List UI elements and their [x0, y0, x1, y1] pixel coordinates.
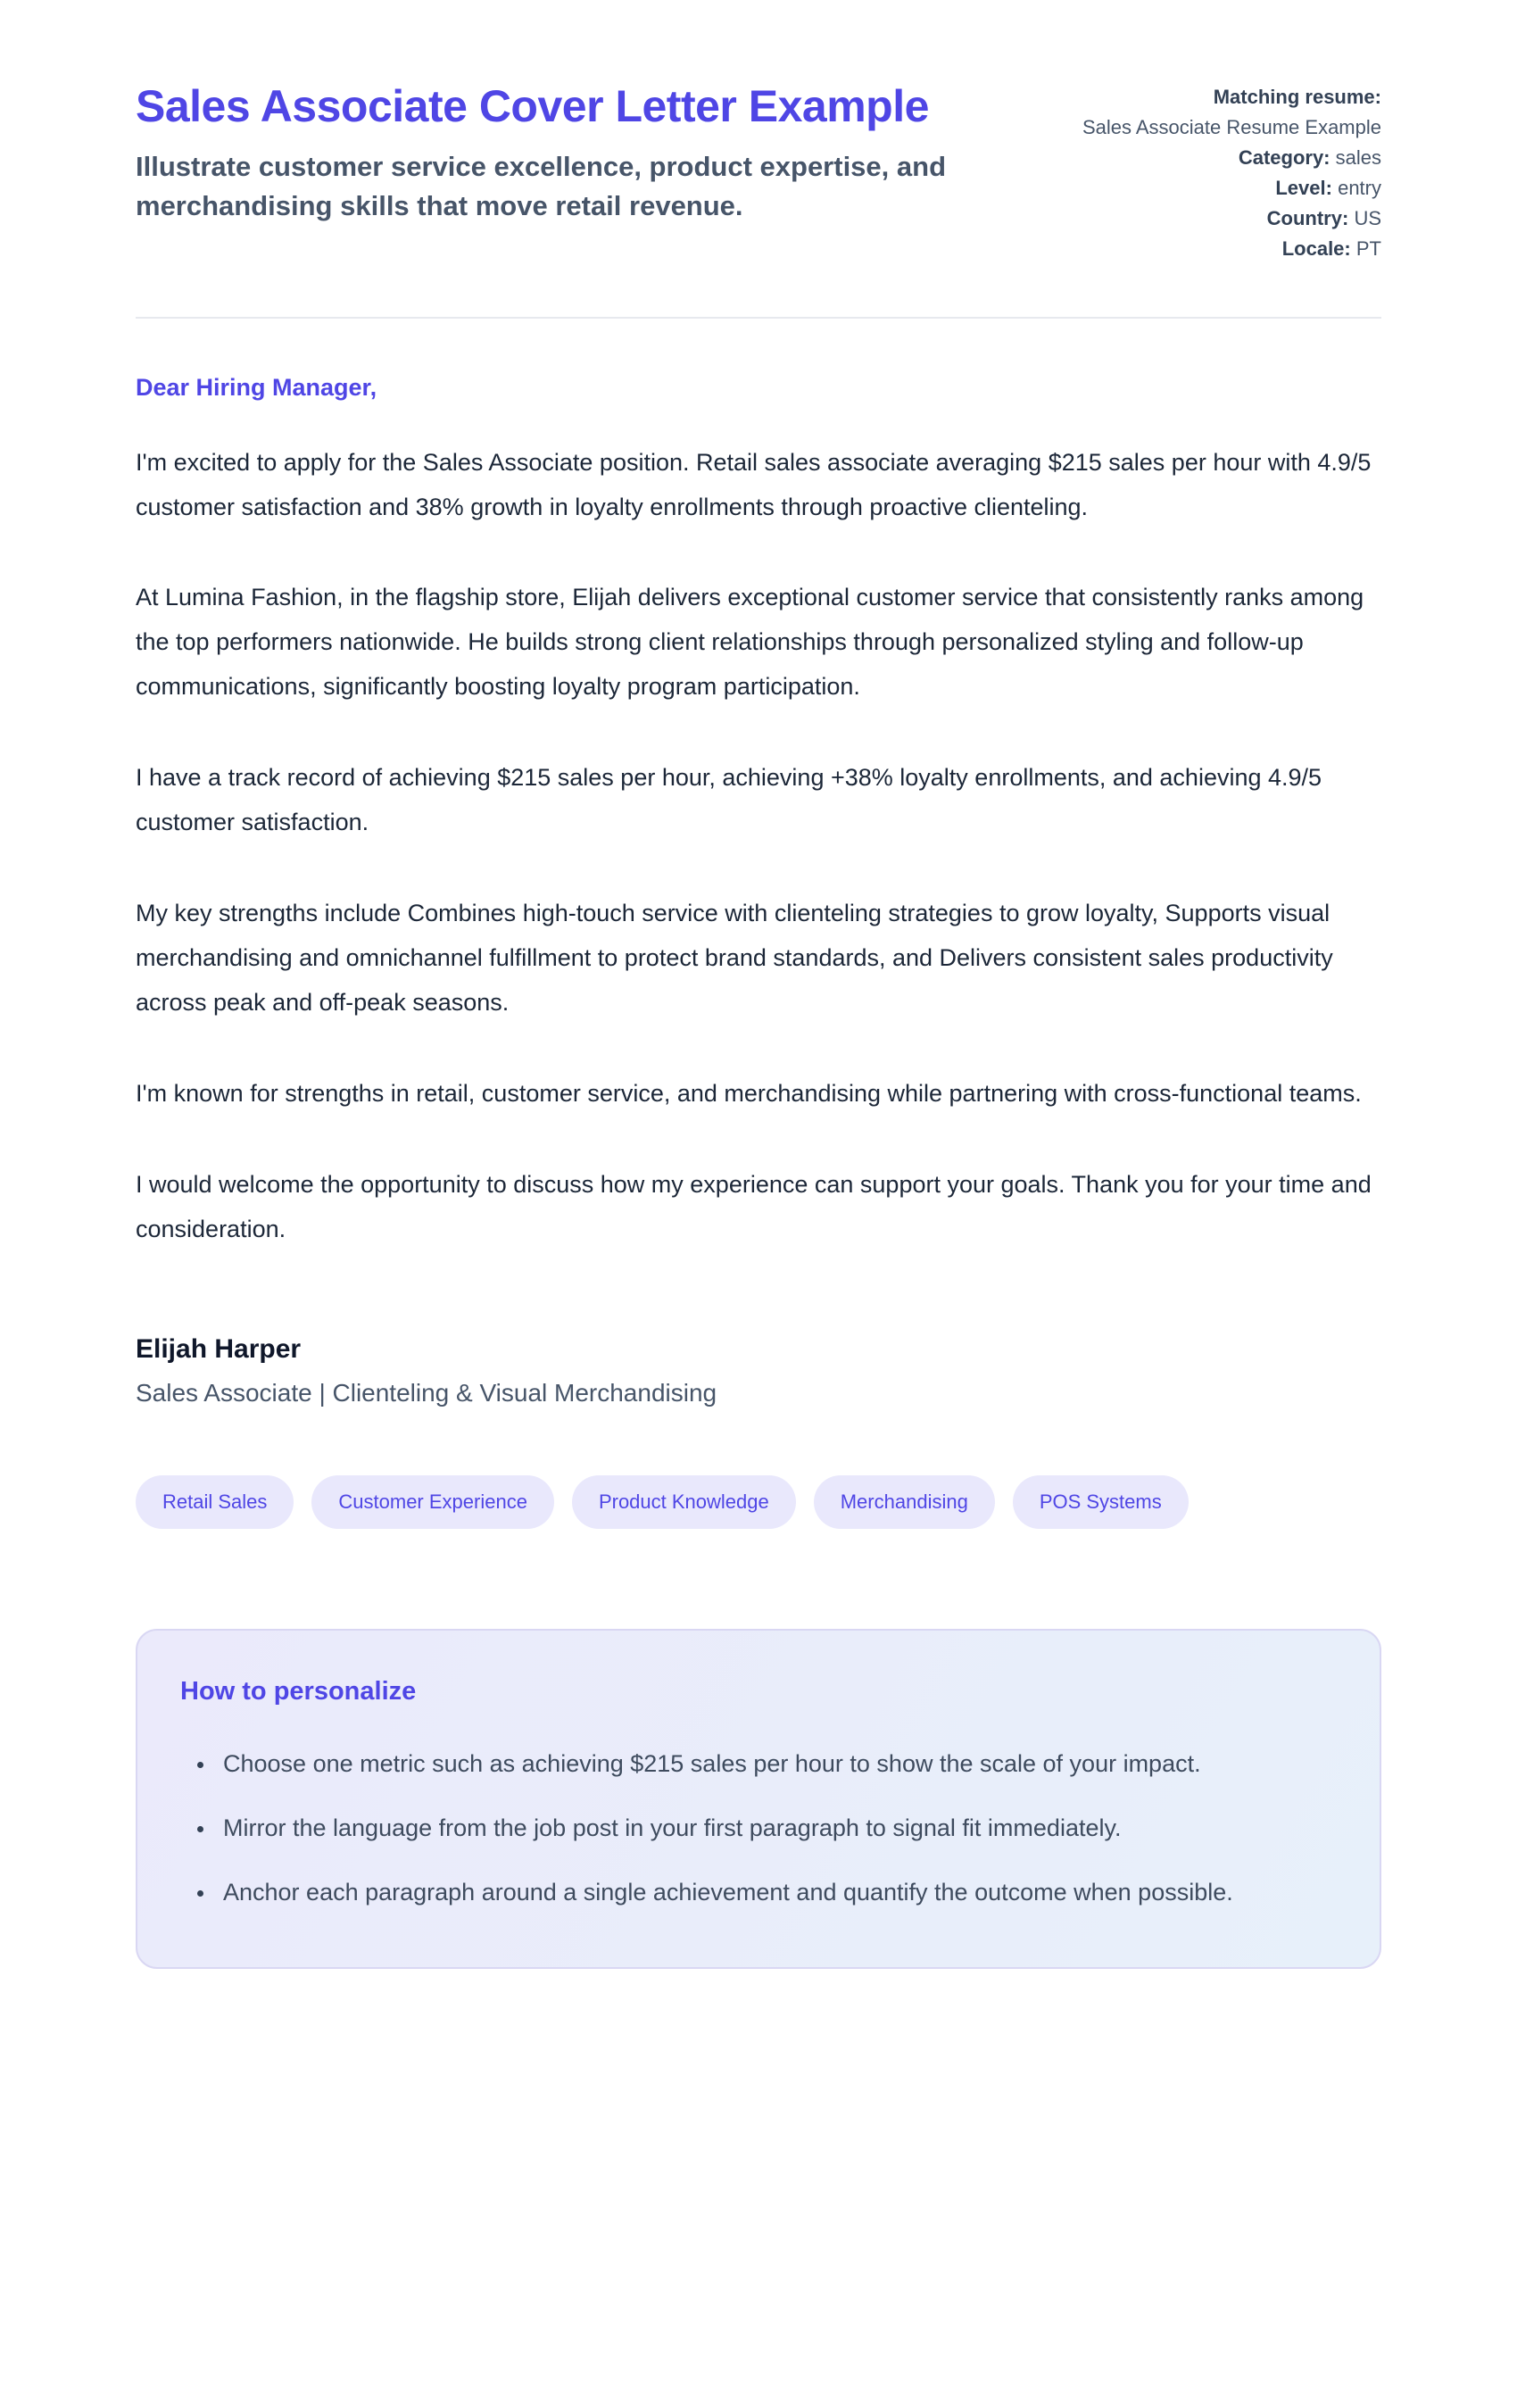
personalize-tip: • Anchor each paragraph around a single achievement and quantify the outcome when possible.	[216, 1871, 1330, 1915]
letter-body	[136, 441, 1381, 1252]
skill-tag-pill: Product Knowledge	[572, 1475, 796, 1529]
signature-role: Sales Associate | Clienteling & Visual Merchandising	[136, 1378, 717, 1407]
skill-tag-pill: Customer Experience	[311, 1475, 554, 1529]
skill-tags	[136, 1475, 1381, 1529]
signature-name: Elijah Harper	[136, 1333, 302, 1364]
personalize-tip: • Choose one metric such as achieving $215 sales per hour to show the scale of your impact.	[216, 1742, 1330, 1787]
meta-field-label: Country:	[1266, 207, 1349, 230]
skill-tag-pill: POS Systems	[1013, 1475, 1189, 1529]
letter-paragraph: I would welcome the opportunity to discuss how my experience can support your goals. Thank you for your time and consideration.	[136, 1170, 1372, 1242]
letter-paragraph: I'm known for strengths in retail, customer service, and merchandising while partnering with cross-functional teams.	[136, 1079, 1362, 1107]
matching-resume-label: Matching resume:	[1213, 86, 1381, 108]
meta-field	[1082, 203, 1381, 234]
header-title-block	[136, 79, 966, 226]
meta-field-value: PT	[1355, 237, 1381, 261]
skill-tag-pill: Retail Sales	[136, 1475, 294, 1529]
letter-greeting: Dear Hiring Manager,	[136, 373, 377, 401]
page-title: Sales Associate Cover Letter Example	[136, 81, 929, 131]
matching-resume-value: Sales Associate Resume Example	[1082, 116, 1381, 139]
meta-field-label: Locale:	[1281, 237, 1351, 261]
skill-tag-pill: Merchandising	[814, 1475, 995, 1529]
signature-block	[136, 1334, 1381, 1407]
header-divider	[136, 317, 1381, 319]
meta-field	[1082, 234, 1381, 264]
meta-field-value: entry	[1338, 177, 1381, 200]
page-container	[136, 0, 1381, 2058]
meta-fields	[1082, 143, 1381, 264]
personalize-title: How to personalize	[180, 1676, 417, 1706]
meta-field-label: Level:	[1275, 177, 1332, 200]
meta-field-value: sales	[1335, 146, 1381, 170]
letter-paragraph: At Lumina Fashion, in the flagship store, Elijah delivers exceptional customer service that consistently ranks among the top performers nationwide. He builds strong client relationships through personalized styling and follow-up communications, significantly boosting loyalty program participation.	[136, 584, 1364, 701]
letter-paragraph: I have a track record of achieving $215 sales per hour, achieving +38% loyalty enrollments, and achieving 4.9/5 customer satisfaction.	[136, 764, 1322, 836]
resume-meta-block	[1082, 79, 1381, 265]
personalize-tip: • Mirror the language from the job post in your first paragraph to signal fit immediately.	[216, 1806, 1330, 1851]
letter-paragraph: I'm excited to apply for the Sales Associate position. Retail sales associate averaging $215 sales per hour with 4.9/5 customer satisfaction and 38% growth in loyalty enrollments through proactive clienteling.	[136, 448, 1372, 520]
meta-field-value: US	[1354, 207, 1381, 230]
meta-field	[1082, 143, 1381, 173]
personalize-card	[136, 1629, 1381, 1969]
letter-paragraph: My key strengths include Combines high-touch service with clienteling strategies to grow loyalty, Supports visual merchandising and omnichannel fulfillment to protect brand standards, and Delivers consistent sales productivity across peak and off-peak seasons.	[136, 900, 1333, 1016]
personalize-tip-list	[180, 1742, 1330, 1915]
page-header	[136, 79, 1381, 265]
page-subtitle: Illustrate customer service excellence, product expertise, and merchandising skills that move retail revenue.	[136, 151, 947, 222]
meta-field-label: Category:	[1238, 146, 1330, 170]
meta-field	[1082, 173, 1381, 203]
